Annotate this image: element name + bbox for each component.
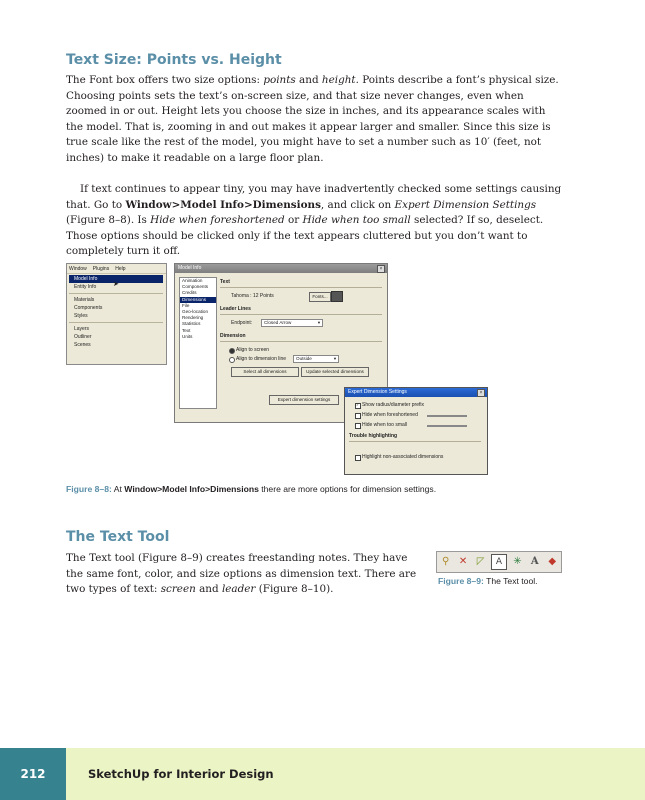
- menu-item-entity-info[interactable]: Entity Info: [74, 284, 97, 290]
- dimension-icon[interactable]: ✕: [458, 556, 468, 567]
- dialog-title: Model Info: [178, 265, 202, 271]
- hide-foreshortened-label: Hide when foreshortened: [362, 412, 418, 418]
- paragraph-points-height: [66, 73, 562, 167]
- category-item[interactable]: Units: [182, 333, 193, 339]
- dialog-titlebar: [345, 388, 487, 397]
- hide-foreshortened-checkbox[interactable]: [355, 413, 361, 419]
- text-run: The Text tool (Figure 8–9) creates freestanding notes. They have the same font, color, and size options as dimension text. There are two types of text:: [66, 552, 417, 596]
- menu-window[interactable]: Window: [69, 265, 87, 272]
- align-position-value: Outside: [296, 356, 312, 361]
- page-number: 212: [0, 748, 66, 800]
- caption-text: At: [113, 484, 125, 494]
- menu-item-components[interactable]: Components: [74, 305, 103, 311]
- construction-toolbar: [436, 551, 562, 573]
- hide-too-small-label: Hide when too small: [362, 422, 408, 428]
- text-run: (Figure 8–10).: [255, 583, 334, 596]
- update-selected-dimensions-button[interactable]: Update selected dimensions: [301, 367, 369, 377]
- divider: [220, 341, 382, 342]
- endpoint-label: Endpoint:: [231, 320, 253, 326]
- caption-text: The Text tool.: [483, 576, 538, 586]
- text-run: (Figure 8–8). Is: [66, 214, 151, 227]
- caption-text: there are more options for dimension settings.: [258, 484, 437, 494]
- figure-8-8-screenshot: [66, 263, 486, 475]
- 3d-text-icon[interactable]: A: [530, 556, 539, 567]
- page-footer: [0, 748, 645, 800]
- category-item[interactable]: Text: [182, 327, 191, 333]
- align-dimension-radio[interactable]: [229, 357, 235, 363]
- category-item[interactable]: Animation: [182, 278, 203, 283]
- menu-item-materials[interactable]: Materials: [74, 297, 95, 303]
- text-run: or: [284, 214, 303, 227]
- category-item[interactable]: Statistics: [182, 321, 201, 327]
- window-menu: [66, 263, 167, 365]
- menu-item-outliner[interactable]: Outliner: [74, 334, 92, 340]
- divider: [220, 314, 382, 315]
- category-item[interactable]: Credits: [182, 290, 197, 296]
- show-prefix-label: Show radius/diameter prefix: [362, 402, 424, 408]
- text-run: The Font box offers two size options:: [66, 74, 264, 86]
- menu-separator: [69, 322, 163, 323]
- category-item[interactable]: Rendering: [182, 315, 204, 321]
- menu-path: Window>Model Info>Dimensions: [125, 198, 321, 211]
- highlight-non-associated-label: Highlight non-associated dimensions: [362, 454, 444, 460]
- foreshortened-slider[interactable]: [427, 415, 467, 417]
- book-title: SketchUp for Interior Design: [88, 767, 274, 781]
- dialog-title: Expert Dimension Settings: [348, 389, 407, 395]
- align-dimension-label: Align to dimension line: [236, 356, 287, 362]
- protractor-icon[interactable]: ◸: [476, 556, 485, 567]
- text-run: . Points describe a font’s physical size. Choosing points sets the text’s on-screen size, and that size never changes, even when zoomed in or out. Height lets you choose the size in inches, and its appearance scales with the model. That is, zooming in and out makes it appear larger and smaller. Since this size is true scale like the rest of the model, you might have to set a number such as 10′ (feet, not inches) to make it readable on a large floor plan.: [66, 74, 559, 164]
- mouse-cursor-icon: ➤: [113, 281, 119, 288]
- too-small-slider[interactable]: [427, 425, 467, 427]
- expert-dimension-settings-button[interactable]: Expert dimension settings: [269, 395, 339, 405]
- text-run: and: [295, 74, 322, 86]
- menu-separator: [69, 293, 163, 294]
- align-screen-label: Align to screen: [236, 347, 270, 353]
- leader-lines-section-label: Leader Lines: [220, 306, 251, 312]
- check-mark-icon: ✓: [356, 402, 360, 407]
- close-icon[interactable]: ×: [477, 389, 485, 397]
- endpoint-select[interactable]: [261, 319, 323, 327]
- menu-help[interactable]: Help: [115, 265, 126, 272]
- text-icon[interactable]: A: [491, 554, 507, 570]
- select-all-dimensions-button[interactable]: Select all dimensions: [231, 367, 299, 377]
- tape-measure-icon[interactable]: ⚲: [442, 556, 450, 567]
- endpoint-value: Closed Arrow: [264, 320, 292, 325]
- menu-item-layers[interactable]: Layers: [74, 326, 90, 332]
- emphasis-points: points: [263, 74, 296, 86]
- category-item[interactable]: File: [182, 302, 190, 308]
- dialog-titlebar: [175, 264, 387, 273]
- text-section-label: Text: [220, 279, 230, 285]
- divider: [220, 287, 382, 288]
- section-plane-icon[interactable]: ◆: [548, 556, 557, 567]
- figure-8-8-caption: [66, 484, 436, 494]
- text-run: , and click on: [320, 198, 395, 211]
- close-icon[interactable]: ×: [377, 265, 385, 273]
- emphasis-leader: leader: [221, 583, 256, 596]
- menu-item-model-info[interactable]: Model Info: [69, 275, 163, 283]
- emphasis-hide-foreshortened: Hide when foreshortened: [150, 214, 285, 227]
- paragraph-text-tool: [66, 551, 422, 598]
- emphasis-screen: screen: [160, 583, 196, 596]
- expert-dimension-settings-dialog: [344, 387, 488, 475]
- section-heading-text-tool: The Text Tool: [66, 529, 170, 545]
- axes-icon[interactable]: ✳: [513, 556, 522, 567]
- category-list: [179, 277, 217, 409]
- divider: [349, 441, 481, 442]
- emphasis-hide-too-small: Hide when too small: [302, 214, 411, 227]
- text-run: If text continues to appear tiny, you may have inadvertently checked some settings causing that. Go to: [66, 183, 562, 211]
- trouble-highlighting-label: Trouble highlighting: [349, 433, 398, 439]
- menu-item-scenes[interactable]: Scenes: [74, 342, 91, 348]
- show-prefix-checkbox[interactable]: [355, 403, 361, 409]
- figure-8-9-caption: [438, 575, 558, 587]
- caption-label: Figure 8–8:: [66, 484, 112, 494]
- category-item[interactable]: Components: [182, 284, 209, 290]
- font-label: Tahoma : 12 Points: [231, 293, 274, 299]
- emphasis-expert-settings: Expert Dimension Settings: [394, 198, 537, 211]
- hide-too-small-checkbox[interactable]: [355, 423, 361, 429]
- fonts-button[interactable]: Fonts...: [309, 292, 331, 302]
- category-item[interactable]: Geo-location: [182, 308, 209, 314]
- dimension-section-label: Dimension: [220, 333, 246, 339]
- caption-label: Figure 8–9:: [438, 576, 484, 586]
- section-heading-text-size: Text Size: Points vs. Height: [66, 52, 282, 68]
- highlight-non-associated-checkbox[interactable]: [355, 455, 361, 461]
- menu-bar: [67, 264, 166, 274]
- chevron-down-icon: ▼: [333, 356, 337, 361]
- text-run: selected? If so, deselect. Those options should be clicked only if the text appears cluttered but you don’t want to completely turn it off.: [66, 214, 544, 258]
- menu-item-styles[interactable]: Styles: [74, 313, 88, 319]
- menu-plugins[interactable]: Plugins: [92, 265, 110, 272]
- color-swatch[interactable]: [331, 291, 343, 302]
- paragraph-tiny-text: [66, 182, 562, 260]
- caption-bold: Window>Model Info>Dimensions: [124, 484, 259, 494]
- text-run: and: [195, 583, 222, 596]
- align-position-select[interactable]: [293, 355, 339, 363]
- chevron-down-icon: ▼: [317, 320, 321, 325]
- category-item-dimensions[interactable]: Dimensions: [180, 297, 216, 303]
- emphasis-height: height: [321, 74, 356, 86]
- align-screen-radio[interactable]: [229, 348, 235, 354]
